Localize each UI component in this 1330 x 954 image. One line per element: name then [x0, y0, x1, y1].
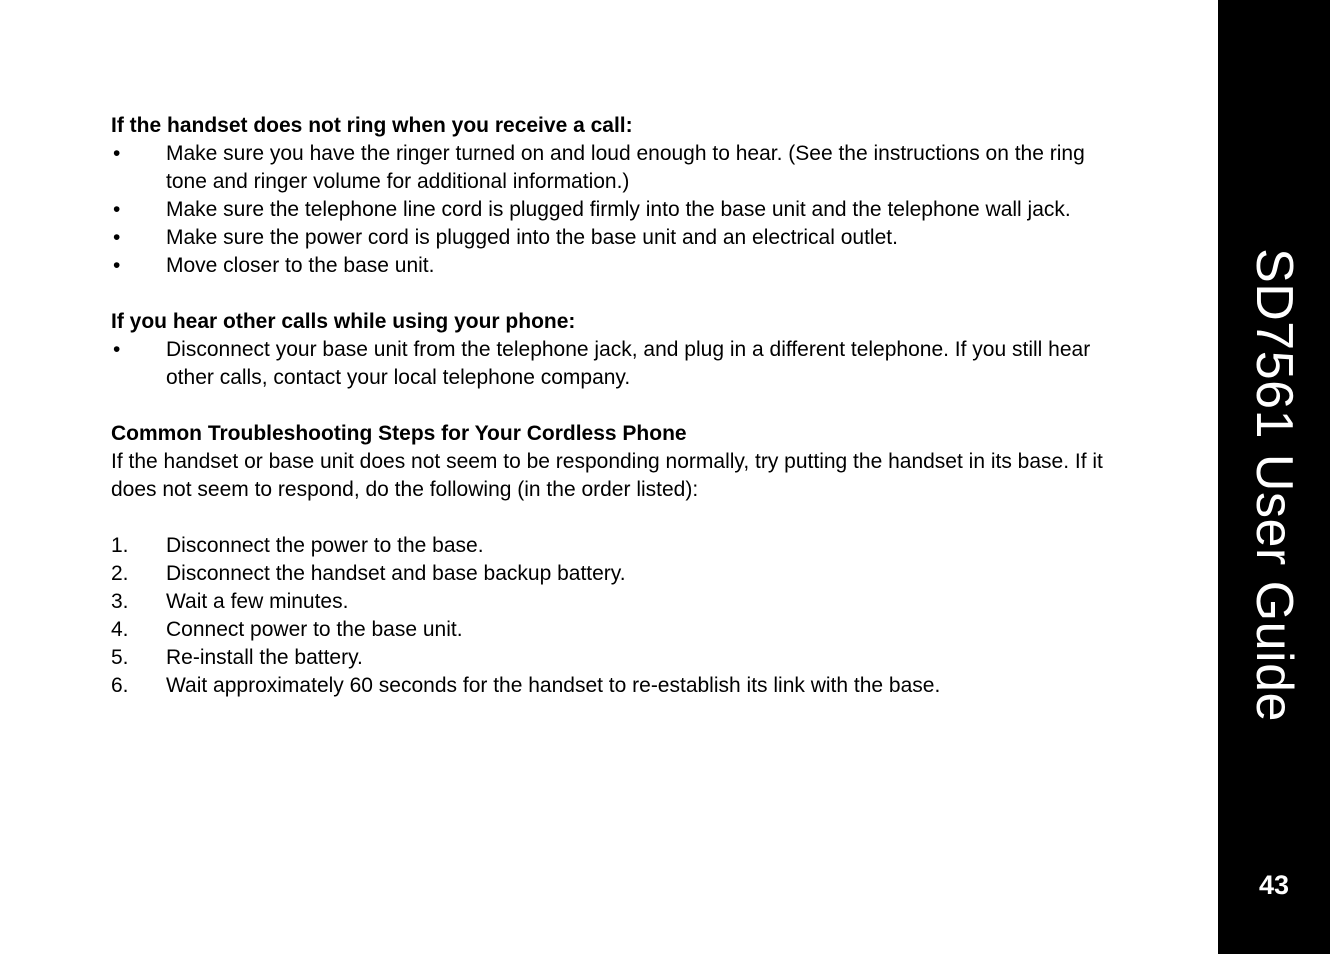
step-item: [111, 588, 1131, 616]
step-item: [111, 616, 1131, 644]
step-item: [111, 644, 1131, 672]
guide-title: SD7561 User Guide: [1245, 248, 1303, 722]
bullet-icon: •: [113, 226, 121, 249]
bullet-item: [111, 224, 1131, 252]
bullet-text: Make sure the power cord is plugged into the base unit and an electrical outlet.: [166, 226, 898, 249]
step-text: Re-install the battery.: [166, 646, 363, 669]
bullet-text: Disconnect your base unit from the telephone jack, and plug in a different telephone. If you still hear other calls, contact your local telephone company.: [166, 338, 1091, 389]
bullet-text: Move closer to the base unit.: [166, 254, 435, 277]
spacer: [111, 280, 1131, 308]
step-number: 4.: [111, 618, 129, 641]
step-item: [111, 672, 1131, 700]
step-number: 3.: [111, 590, 129, 613]
step-text: Wait approximately 60 seconds for the handset to re-establish its link with the base.: [166, 674, 941, 697]
sidebar-tab: [1218, 0, 1330, 954]
bullet-text: Make sure the telephone line cord is plugged firmly into the base unit and the telephone wall jack.: [166, 198, 1071, 221]
bullet-item: [111, 252, 1131, 280]
bullet-item: [111, 140, 1131, 196]
page-content: [111, 112, 1131, 700]
bullet-text: Make sure you have the ringer turned on and loud enough to hear. (See the instructions on the ring tone and ringer volume for additional information.): [166, 142, 1085, 193]
section-heading-no-ring: If the handset does not ring when you receive a call:: [111, 114, 633, 137]
step-text: Connect power to the base unit.: [166, 618, 463, 641]
step-text: Disconnect the handset and base backup battery.: [166, 562, 626, 585]
step-text: Disconnect the power to the base.: [166, 534, 484, 557]
page-number: 43: [1258, 870, 1290, 900]
section-heading-other-calls: If you hear other calls while using your phone:: [111, 310, 576, 333]
step-number: 2.: [111, 562, 129, 585]
step-number: 5.: [111, 646, 129, 669]
spacer: [111, 392, 1131, 420]
step-number: 6.: [111, 674, 129, 697]
step-text: Wait a few minutes.: [166, 590, 349, 613]
bullet-icon: •: [113, 142, 121, 165]
step-number: 1.: [111, 534, 129, 557]
spacer: [111, 504, 1131, 532]
step-item: [111, 560, 1131, 588]
bullet-icon: •: [113, 198, 121, 221]
troubleshooting-intro: If the handset or base unit does not seem to be responding normally, try putting the handset in its base. If it does not seem to respond, do the following (in the order listed):: [111, 450, 1103, 501]
bullet-icon: •: [113, 338, 121, 361]
step-item: [111, 532, 1131, 560]
section-heading-troubleshooting: Common Troubleshooting Steps for Your Cordless Phone: [111, 422, 687, 445]
bullet-item: [111, 336, 1131, 392]
bullet-icon: •: [113, 254, 121, 277]
bullet-item: [111, 196, 1131, 224]
